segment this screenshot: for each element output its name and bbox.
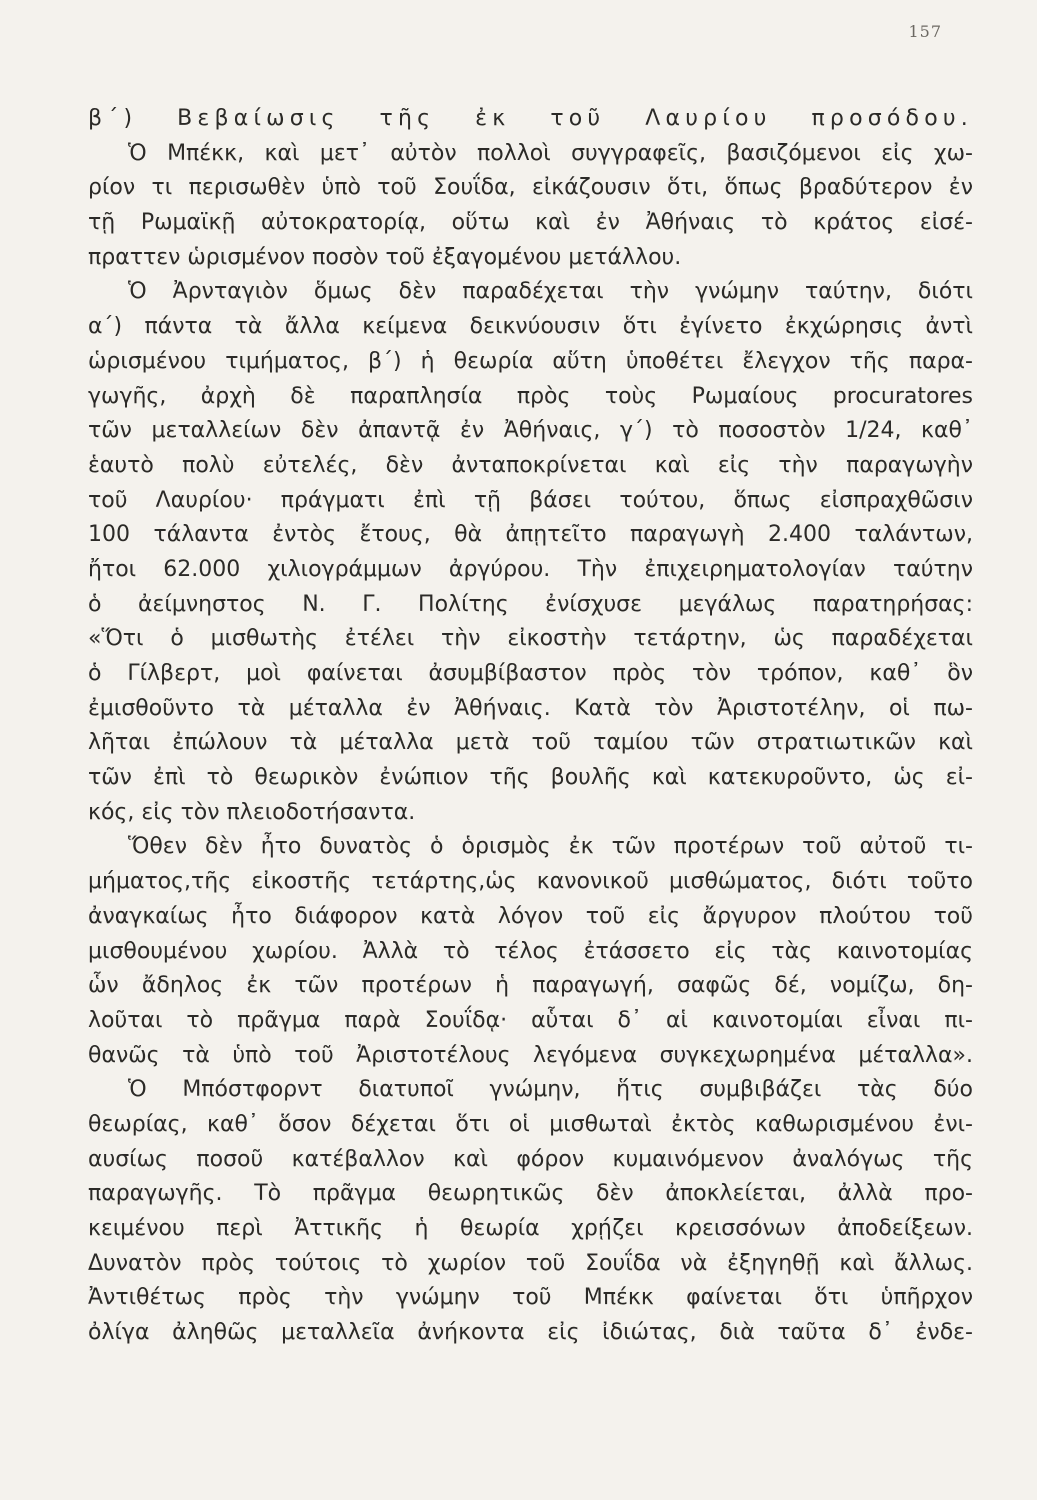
text-line: ρίον τι περισωθὲν ὑπὸ τοῦ Σουΐδα, εἰκάζουσιν ὅτι, ὅπως βραδύτερον ἐν: [88, 175, 973, 201]
text-line: τῇ Ρωμαϊκῇ αὐτοκρατορίᾳ, οὕτω καὶ ἐν Ἀθήναις τὸ κράτος εἰσέ-: [88, 210, 973, 236]
text-line: Ὁ Ἀρνταγιὸν ὅμως δὲν παραδέχεται τὴν γνώμην ταύτην, διότι: [128, 279, 973, 305]
text-line: ἐμισθοῦντο τὰ μέταλλα ἐν Ἀθήναις. Κατὰ τὸν Ἀριστοτέλην, οἱ πω-: [88, 695, 973, 721]
text-line: μήματος,τῆς εἰκοστῆς τετάρτης,ὡς κανονικοῦ μισθώματος, διότι τοῦτο: [88, 869, 973, 895]
text-line: παραγωγῆς. Τὸ πρᾶγμα θεωρητικῶς δὲν ἀποκλείεται, ἀλλὰ προ-: [88, 1181, 973, 1207]
text-line: γωγῆς, ἀρχὴ δὲ παραπλησία πρὸς τοὺς Ρωμαίους procuratores: [88, 383, 973, 409]
text-line: κός, εἰς τὸν πλειοδοτήσαντα.: [88, 799, 416, 825]
text-line: Ὁ Μπέκκ, καὶ μετ᾽ αὐτὸν πολλοὶ συγγραφεῖς, βασιζόμενοι εἰς χω-: [128, 140, 973, 166]
text-line: τῶν μεταλλείων δὲν ἀπαντᾷ ἐν Ἀθήναις, γ΄) τὸ ποσοστὸν 1/24, καθ᾽: [88, 418, 973, 444]
text-line: ὧν ἄδηλος ἐκ τῶν προτέρων ἡ παραγωγή, σαφῶς δέ, νομίζω, δη-: [88, 973, 973, 999]
text-line: ὡρισμένου τιμήματος, β΄) ἡ θεωρία αὕτη ὑποθέτει ἔλεγχον τῆς παρα-: [88, 348, 973, 374]
text-line: α΄) πάντα τὰ ἄλλα κείμενα δεικνύουσιν ὅτι ἐγίνετο ἐκχώρησις ἀντὶ: [88, 314, 973, 340]
text-line: «Ὅτι ὁ μισθωτὴς ἐτέλει τὴν εἰκοστὴν τετάρτην, ὡς παραδέχεται: [88, 626, 973, 652]
page-number: 157: [908, 22, 942, 41]
text-line: Ἀντιθέτως πρὸς τὴν γνώμην τοῦ Μπέκκ φαίνεται ὅτι ὑπῆρχον: [88, 1285, 973, 1311]
text-line: Ὅθεν δὲν ἦτο δυνατὸς ὁ ὁρισμὸς ἐκ τῶν προτέρων τοῦ αὐτοῦ τι-: [128, 834, 973, 860]
text-line: θεωρίας, καθ᾽ ὅσον δέχεται ὅτι οἱ μισθωταὶ ἐκτὸς καθωρισμένου ἐνι-: [88, 1111, 973, 1137]
text-line: κειμένου περὶ Ἀττικῆς ἡ θεωρία χρῄζει κρεισσόνων ἀποδείξεων.: [88, 1216, 973, 1241]
text-line: πραττεν ὡρισμένον ποσὸν τοῦ ἐξαγομένου μετάλλου.: [88, 244, 682, 270]
text-line: ὁ Γίλβερτ, μοὶ φαίνεται ἀσυμβίβαστον πρὸς τὸν τρόπον, καθ᾽ ὃν: [88, 661, 973, 686]
text-line: αυσίως ποσοῦ κατέβαλλον καὶ φόρον κυμαινόμενον ἀναλόγως τῆς: [88, 1146, 973, 1172]
text-line: θανῶς τὰ ὑπὸ τοῦ Ἀριστοτέλους λεγόμενα συγκεχωρημένα μέταλλα».: [88, 1042, 973, 1068]
text-line: ὁ ἀείμνηστος Ν. Γ. Πολίτης ἐνίσχυσε μεγάλως παρατηρήσας:: [88, 591, 973, 617]
text-line: Δυνατὸν πρὸς τούτοις τὸ χωρίον τοῦ Σουΐδα νὰ ἐξηγηθῇ καὶ ἄλλως.: [88, 1250, 973, 1276]
text-line: Ὁ Μπόστφορντ διατυποῖ γνώμην, ἥτις συμβιβάζει τὰς δύο: [128, 1077, 973, 1103]
text-line: μισθουμένου χωρίου. Ἀλλὰ τὸ τέλος ἐτάσσετο εἰς τὰς καινοτομίας: [88, 938, 973, 964]
text-line: 100 τάλαντα ἐντὸς ἔτους, θὰ ἀπῃτεῖτο παραγωγὴ 2.400 ταλάντων,: [88, 522, 973, 548]
text-line: ἀναγκαίως ἦτο διάφορον κατὰ λόγον τοῦ εἰς ἄργυρον πλούτου τοῦ: [88, 903, 973, 929]
body-text: [88, 102, 973, 1351]
text-line: λοῦται τὸ πρᾶγμα παρὰ Σουΐδᾳ· αὗται δ᾽ αἱ καινοτομίαι εἶναι πι-: [88, 1007, 973, 1033]
text-line: τῶν ἐπὶ τὸ θεωρικὸν ἐνώπιον τῆς βουλῆς καὶ κατεκυροῦντο, ὡς εἰ-: [88, 765, 973, 791]
section-heading: β΄) Βεβαίωσις τῆς ἐκ τοῦ Λαυρίου προσόδου.: [88, 106, 973, 131]
text-line: τοῦ Λαυρίου· πράγματι ἐπὶ τῇ βάσει τούτου, ὅπως εἰσπραχθῶσιν: [88, 487, 973, 513]
text-line: ἑαυτὸ πολὺ εὐτελές, δὲν ἀνταποκρίνεται καὶ εἰς τὴν παραγωγὴν: [88, 452, 973, 478]
text-line: λῆται ἐπώλουν τὰ μέταλλα μετὰ τοῦ ταμίου τῶν στρατιωτικῶν καὶ: [88, 730, 973, 756]
text-line: ἤτοι 62.000 χιλιογράμμων ἀργύρου. Τὴν ἐπιχειρηματολογίαν ταύτην: [88, 556, 973, 582]
text-line: ὀλίγα ἀληθῶς μεταλλεῖα ἀνήκοντα εἰς ἰδιώτας, διὰ ταῦτα δ᾽ ἐνδε-: [88, 1320, 973, 1346]
